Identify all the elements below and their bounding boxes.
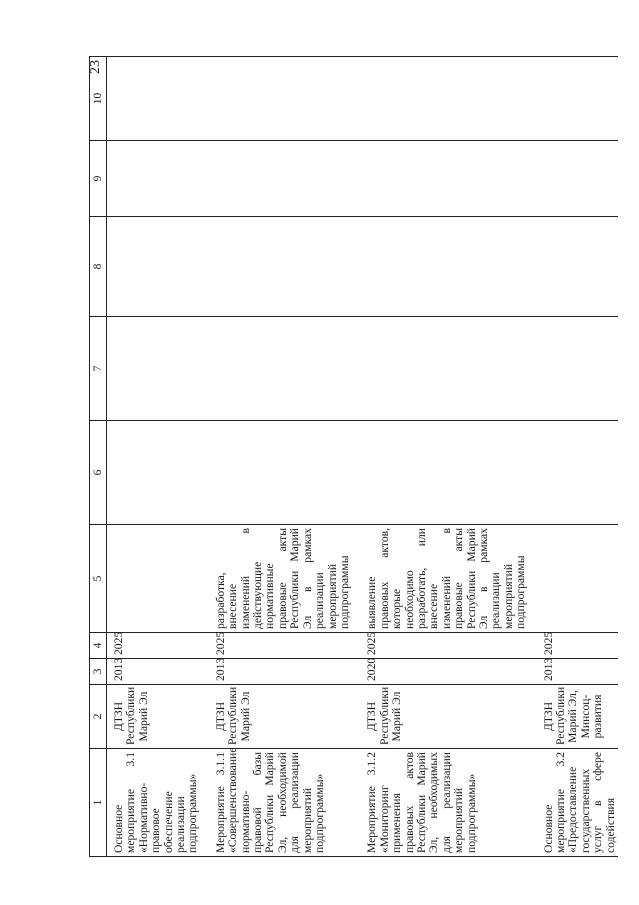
start-year: 2013 [214, 659, 365, 685]
start-year: 2013 [107, 659, 214, 685]
table-row [542, 57, 618, 857]
table-row [214, 57, 365, 857]
executor: ДТЗН Республики Марий Эл [365, 685, 541, 749]
col-header-8: 8 [90, 217, 107, 317]
col-header-5: 5 [90, 525, 107, 633]
end-year: 2025 [107, 633, 214, 659]
activity-name: Мероприятие 3.1.1 «Совершенствование нормативно-правовой базы Республики Марий Эл, необходимой для реализации мероприятий подпрограммы» [214, 749, 365, 857]
expected-result: разработка, внесение изменений в действующие нормативные правовые акты Республики Марий Эл в рамках реализации мероприятий подпрограммы [214, 525, 365, 633]
col-header-1: 1 [90, 749, 107, 857]
end-year: 2025 [542, 633, 618, 659]
col-header-6: 6 [90, 421, 107, 525]
activities-table [89, 56, 618, 857]
expected-result: выявление правовых актов, которые необходимо разработать, или внесение изменений в правовые акты Республики Марий Эл в рамках реализации мероприятий подпрограммы [365, 525, 541, 633]
expected-result [107, 525, 214, 633]
col-header-4: 4 [90, 633, 107, 659]
start-year: 2020 [365, 659, 541, 685]
end-year: 2025 [365, 633, 541, 659]
activity-name: Основное мероприятие 3.2 «Предоставление государственных услуг в сфере содействия [542, 749, 618, 857]
rotated-table-container [89, 57, 617, 857]
col-header-2: 2 [90, 685, 107, 749]
col-header-3: 3 [90, 659, 107, 685]
activity-name: Мероприятие 3.1.2 «Мониторинг применения правовых актов Республики Марий Эл, необходимых для реализации мероприятий подпрограммы» [365, 749, 541, 857]
col-header-9: 9 [90, 141, 107, 217]
table-row [365, 57, 541, 857]
table-row [107, 57, 214, 857]
col-header-10: 10 [90, 57, 107, 141]
executor: ДТЗН Республики Марий Эл [107, 685, 214, 749]
col-header-7: 7 [90, 317, 107, 421]
header-row [90, 57, 107, 857]
activity-name: Основное мероприятие 3.1 «Нормативно-правовое обеспечение реализации подпрограммы» [107, 749, 214, 857]
page-number: 23 [88, 60, 103, 74]
expected-result [542, 525, 618, 633]
executor: ДТЗН Республики Марий Эл [214, 685, 365, 749]
end-year: 2025 [214, 633, 365, 659]
start-year: 2013 [542, 659, 618, 685]
executor: ДТЗН Республики Марий Эл, Минсоц- развития [542, 685, 618, 749]
